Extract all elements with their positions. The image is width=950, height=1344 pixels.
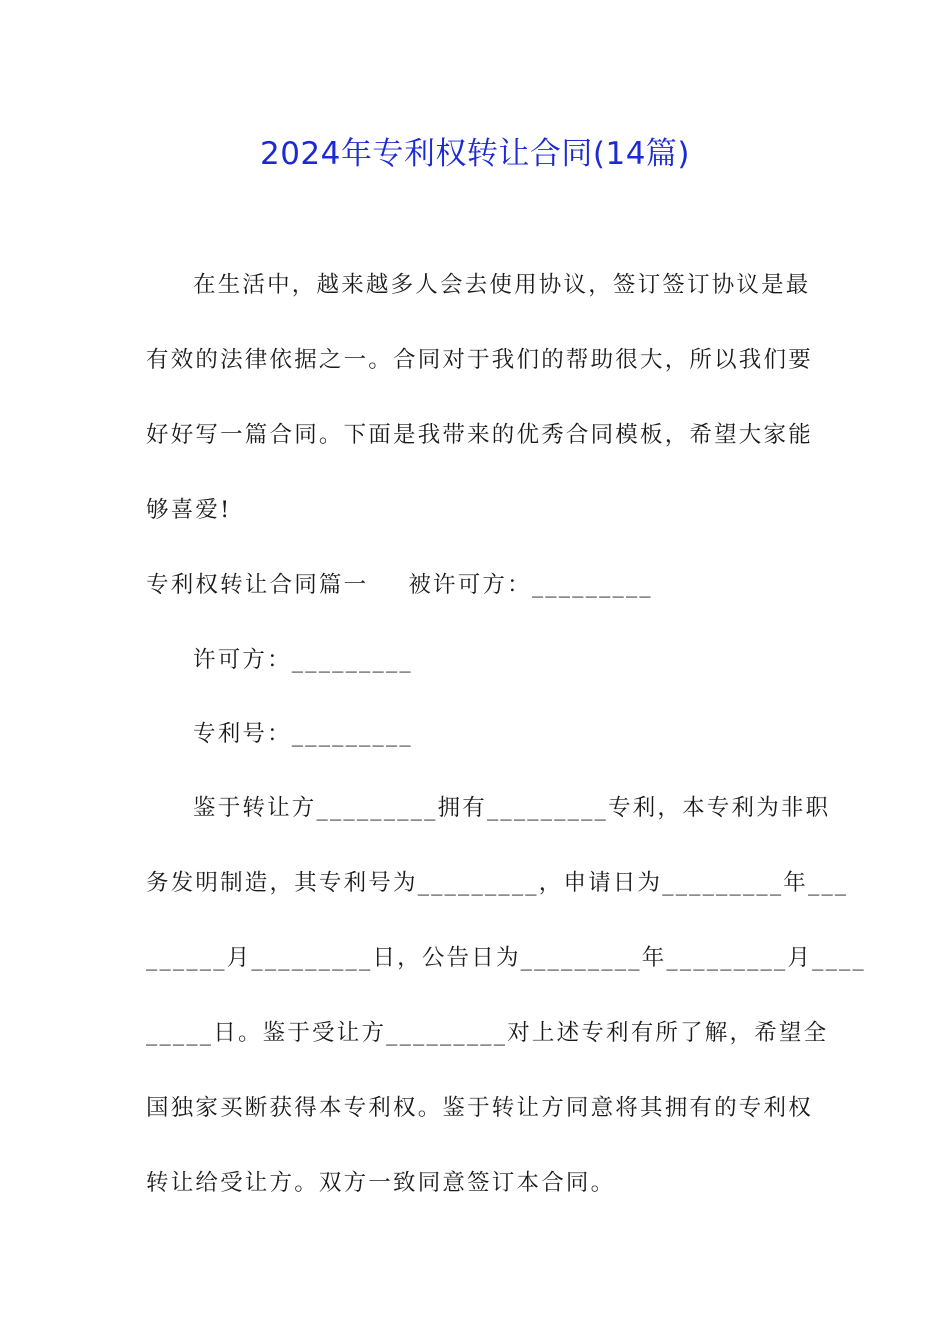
paragraph-recital-line-5: 国独家买断获得本专利权。鉴于转让方同意将其拥有的专利权	[146, 1095, 813, 1121]
licensor-field: 许可方：_________	[193, 647, 413, 673]
paragraph-recital-line-2: 务发明制造，其专利号为_________，申请日为_________年___	[146, 870, 849, 896]
contract-heading-row	[146, 570, 653, 600]
paragraph-recital-line-6: 转让给受让方。双方一致同意签订本合同。	[146, 1170, 616, 1196]
paragraph-intro-line-2: 有效的法律依据之一。合同对于我们的帮助很大，所以我们要	[146, 347, 813, 373]
patent-number-field: 专利号：_________	[193, 721, 413, 747]
paragraph-intro-line-1: 在生活中，越来越多人会去使用协议，签订签订协议是最	[193, 272, 811, 298]
paragraph-recital-line-1: 鉴于转让方_________拥有_________专利，本专利为非职	[193, 795, 831, 821]
document-title: 2024年专利权转让合同(14篇)	[259, 136, 691, 172]
paragraph-recital-line-4: _____日。鉴于受让方_________对上述专利有所了解，希望全	[146, 1020, 829, 1046]
licensee-field: 被许可方：_________	[408, 572, 653, 598]
contract-section-heading: 专利权转让合同篇一	[146, 572, 369, 598]
paragraph-intro-line-3: 好好写一篇合同。下面是我带来的优秀合同模板，希望大家能	[146, 422, 813, 448]
paragraph-recital-line-3: ______月_________日，公告日为_________年_________月____	[146, 945, 866, 971]
paragraph-intro-line-4: 够喜爱!	[146, 497, 232, 523]
